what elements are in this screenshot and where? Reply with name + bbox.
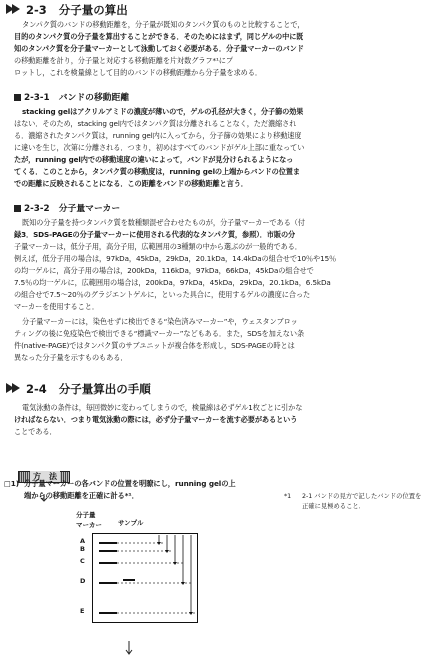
- text-line: 録3．SDS-PAGEの分子量マーカーに使用される代表的なタンパク質，参照）．市販の分: [14, 230, 296, 239]
- figure-marker-label: マーカー: [76, 521, 102, 529]
- step-text: 端からの移動距離を正確に計る*¹．: [24, 491, 139, 500]
- text-line: 知のタンパク質を分子量マーカーとして泳動しておく必要がある．分子量マーカーのバンド: [14, 44, 304, 53]
- section-number: 2-3: [26, 3, 47, 17]
- down-arrow-icon: [125, 640, 133, 659]
- text-line: 7.5％の均一ゲルに，広範囲用の場合は，200kDa，97kDa，45kDa，29kDa，20.1kDa，6.5kDa: [14, 278, 331, 287]
- text-line: の組合せで7.5～20％のグラジエントゲルに，といった具合に，使用するゲルの濃度に合った: [14, 290, 311, 299]
- text-line: ことである．: [14, 427, 57, 436]
- section-arrow-icon: [6, 3, 22, 17]
- section-title: 分子量算出の手順: [58, 382, 151, 396]
- text-line: 件(native-PAGE)ではタンパク質のサブユニットが複合体を形成し，SDS-PAGEの時とは: [14, 341, 295, 350]
- subsection-number: 2-3-1: [24, 93, 50, 103]
- text-line: の均一ゲルに，高分子用の場合は，200kDa，116kDa，97kDa，66kDa，45kDaの組合せで: [14, 266, 314, 275]
- footnote-mark: *1: [284, 493, 292, 500]
- band-label: B: [80, 545, 85, 553]
- method-label: 方 法: [30, 471, 60, 482]
- section-arrow-icon: [6, 382, 22, 396]
- text-line: マーカーを使用すること．: [14, 302, 99, 311]
- footnote-text: 2-1 バンドの見方で記したバンドの位置を: [302, 493, 422, 500]
- text-line: はない．そのため，stacking gel内ではタンパク質は分離されることなく，ただ濃縮され: [14, 119, 297, 128]
- subsection-title: バンドの移動距離: [58, 93, 130, 103]
- text-line: 異なった分子量を示すものもある．: [14, 353, 128, 362]
- step-text: 分子量マーカーの各バンドの位置を明瞭にし，running gelの上: [24, 479, 236, 488]
- figure-sample-label: サンプル: [118, 519, 144, 527]
- subsection-number: 2-3-2: [24, 204, 50, 214]
- text-line: たが，running gel内での移動速度の違いによって，バンドが見分けられるようになっ: [14, 155, 294, 164]
- square-bullet-icon: [14, 94, 21, 101]
- text-line: る．濃縮されたタンパク質は，running gel内に入ってから，分子篩の効果により移動速度: [14, 131, 302, 140]
- subsection-heading-2-3-2: [14, 201, 120, 214]
- text-line: てくる．このことから，タンパク質の移動度は，running gelの上端からバンドの位置ま: [14, 167, 300, 176]
- section-heading-2-4: [6, 381, 151, 397]
- measurement-lines: [93, 534, 199, 624]
- section-number: 2-4: [26, 382, 47, 396]
- text-line: 電気泳動の条件は，毎回微妙に変わってしまうので，検量線は必ずゲル1枚ごとに引かな: [22, 403, 303, 412]
- text-line: stacking gelはアクリルアミドの濃度が薄いので，ゲルの孔径が大きく，分子篩の効果: [22, 107, 304, 116]
- step-number: □1): [4, 479, 20, 488]
- text-line: 目的のタンパク質の分子量を算出することができる．そのためにはまず，同じゲルの中に既: [14, 32, 304, 41]
- text-line: 既知の分子量を持つタンパク質を数種類混ぜ合わせたものが，分子量マーカーである（付: [22, 218, 305, 227]
- text-line: 例えば，低分子用の場合は，97kDa，45kDa，29kDa，20.1kDa，14.4kDaの組合せで10％や15％: [14, 254, 337, 263]
- text-line: ロットし，これを検量線として目的のバンドの移動距離から分子量を求める．: [14, 68, 262, 77]
- section-title: 分子量の算出: [58, 3, 128, 17]
- text-line: タンパク質のバンドの移動距離を，分子量が既知のタンパク質のものと比較することで，: [22, 20, 305, 29]
- text-line: での距離に反映されることになる．この距離をバンドの移動距離と言う．: [14, 179, 248, 188]
- gel-figure: [92, 533, 198, 623]
- band-label: E: [80, 607, 85, 615]
- text-line: 分子量マーカーには，染色せずに検出できる“染色済みマーカー”や，ウェスタンブロッ: [22, 317, 298, 326]
- text-line: に違いを生じ，次第に分離される．つまり，初めはすべてのバンドがゲル上部に重なってい: [14, 143, 305, 152]
- band-label: C: [80, 557, 85, 565]
- band-label: D: [80, 577, 86, 585]
- figure-marker-label: 分子量: [76, 511, 96, 519]
- footnote-text: 正確に見極めること．: [302, 503, 365, 510]
- subsection-heading-2-3-1: [14, 90, 129, 103]
- section-heading-2-3: [6, 2, 128, 18]
- square-bullet-icon: [14, 205, 21, 212]
- subsection-title: 分子量マーカー: [58, 204, 121, 214]
- text-line: 子量マーカーは，低分子用，高分子用，広範囲用の3種類の中から選ぶのが一般的である．: [14, 242, 302, 251]
- text-line: ティングの後に免疫染色で検出できる“標識マーカー”などもある．また，SDSを加えない条: [14, 329, 305, 338]
- band-label: A: [80, 537, 86, 545]
- text-line: ければならない．つまり電気泳動の際には，必ず分子量マーカーを流す必要があるという: [14, 415, 298, 424]
- text-line: の移動距離を計り，分子量と対応する移動距離を片対数グラフ*¹にプ: [14, 56, 233, 65]
